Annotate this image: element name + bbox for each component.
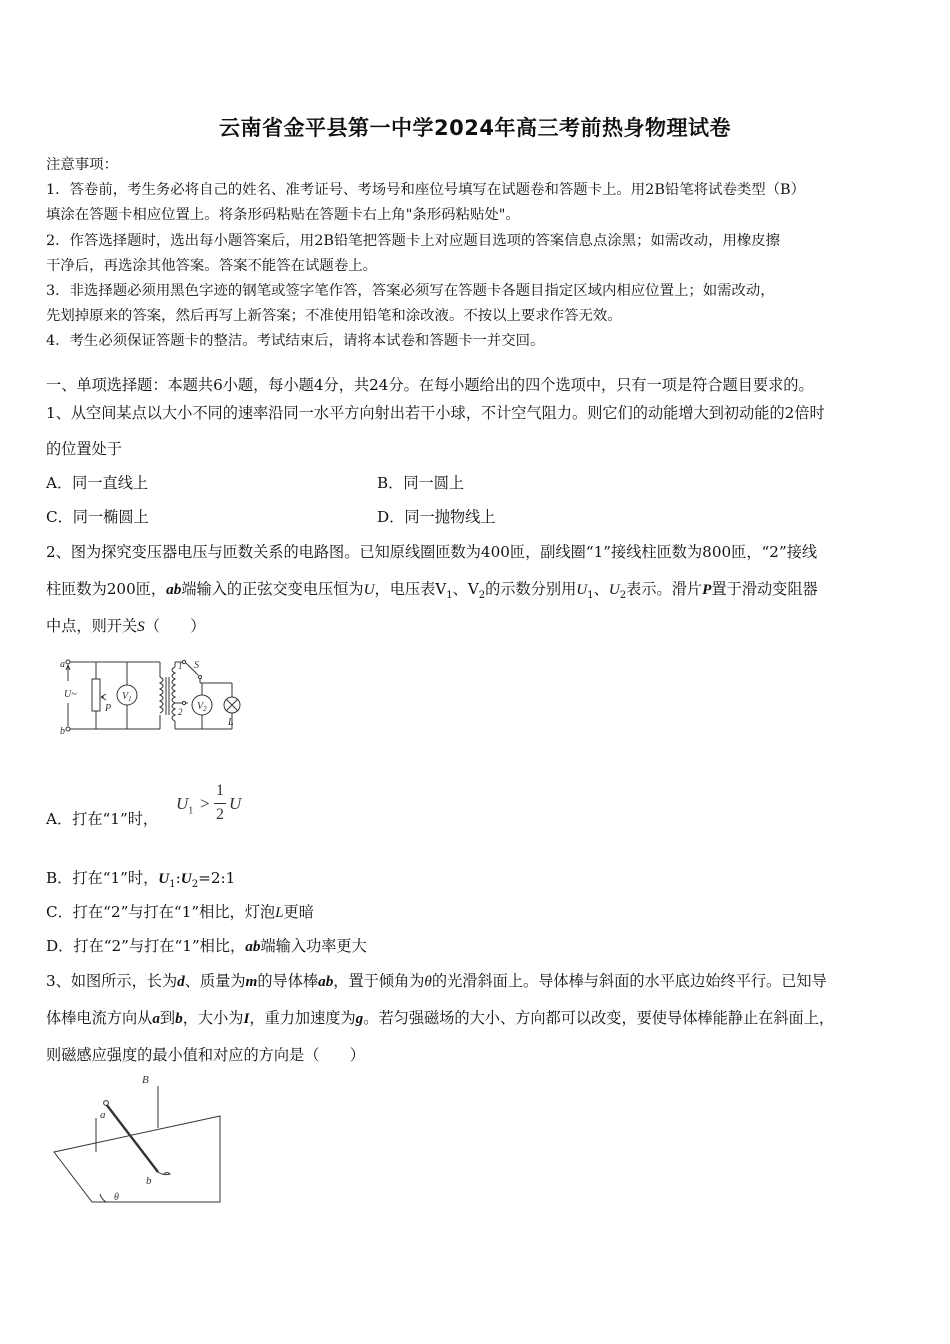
q2-option-b[interactable]: B．打在“1”时，$U_1:U_2=2:1$ [46, 869, 236, 891]
q2-option-c[interactable]: C．打在“2”与打在“1”相比，灯泡L更暗 [46, 903, 314, 921]
fig-label-b-end: b [146, 1175, 152, 1187]
fig-label-s: S [194, 660, 199, 671]
fig-label-p: P [105, 703, 112, 714]
fig-label-b: b [60, 726, 65, 737]
q1-option-c[interactable]: C．同一椭圆上 [46, 508, 149, 526]
fig-label-b-field: B [142, 1074, 149, 1086]
fig-label-theta: θ [114, 1192, 119, 1203]
q1-stem-line1: 1、从空间某点以大小不同的速率沿同一水平方向射出若干小球，不计空气阻力。则它们的动能增大到初动能的2倍时 [46, 404, 825, 422]
incline-figure [48, 1068, 228, 1208]
notes-line: 干净后，再选涂其他答案。答案不能答在试题卷上。 [46, 257, 377, 274]
notes-line: 先划掉原来的答案，然后再写上新答案；不准使用铅笔和涂改液。不按以上要求作答无效。 [46, 308, 622, 325]
q1-option-d[interactable]: D．同一抛物线上 [377, 508, 496, 526]
section-heading: 一、单项选择题：本题共6小题，每小题4分，共24分。在每小题给出的四个选项中，只有一项是符合题目要求的。 [46, 376, 814, 394]
fig-label-v1: $V_1$ [122, 691, 132, 703]
q3-stem-line1: 3、如图所示，长为d、质量为m的导体棒ab，置于倾角为θ的光滑斜面上。导体棒与斜面的水平底边始终平行。已知导 [46, 972, 827, 990]
transformer-circuit-figure [60, 653, 250, 743]
fig-label-l: L [228, 717, 234, 728]
q2-option-a-den: 2 [216, 806, 224, 823]
fig-label-2: 2 [178, 707, 183, 717]
q2-stem-line1: 2、图为探究变压器电压与匝数关系的电路图。已知原线圈匝数为400匝，副线圈“1”接线柱匝数为800匝，“2”接线 [46, 543, 818, 561]
q2-option-a-lhs: $U_1$ [176, 794, 194, 817]
q1-option-b[interactable]: B．同一圆上 [377, 474, 465, 492]
q3-stem-line3: 则磁感应强度的最小值和对应的方向是（ ） [46, 1046, 365, 1064]
notes-line: 3．非选择题必须用黑色字迹的钢笔或签字笔作答，答案必须写在答题卡各题目指定区域内相应位置上；如需改动， [46, 283, 775, 300]
notes-line: 填涂在答题卡相应位置上。将条形码粘贴在答题卡右上角"条形码粘贴处"。 [46, 207, 520, 224]
fig-label-a: a [60, 659, 65, 670]
q2-option-a-rhs: U [229, 794, 242, 813]
q1-stem-line2: 的位置处于 [46, 440, 122, 458]
fraction-bar [214, 803, 226, 804]
fig-label-u: U~ [64, 689, 77, 700]
notes-line: 2．作答选择题时，选出每小题答案后，用2B铅笔把答题卡上对应题目选项的答案信息点涂黑；如需改动，用橡皮擦 [46, 232, 781, 249]
q2-option-a-num: 1 [216, 782, 224, 799]
fig-label-a-end: a [100, 1109, 106, 1121]
notes-line: 4．考生必须保证答题卡的整洁。考试结束后，请将本试卷和答题卡一并交回。 [46, 333, 545, 350]
q1-option-a[interactable]: A．同一直线上 [46, 474, 149, 492]
fig-label-v2: $V_2$ [197, 701, 207, 713]
q2-option-a[interactable]: A．打在“1”时， [46, 810, 159, 828]
notes-block [46, 153, 910, 355]
page-title: 云南省金平县第一中学2024年高三考前热身物理试卷 [219, 116, 731, 140]
notes-line: 1．答卷前，考生务必将自己的姓名、准考证号、考场号和座位号填写在试题卷和答题卡上。用2B铅笔将试卷类型（B） [46, 182, 805, 199]
q2-stem-line3: 中点，则开关S（ ） [46, 617, 206, 635]
notes-heading: 注意事项： [46, 157, 118, 173]
q3-stem-line2: 体棒电流方向从a到b，大小为I，重力加速度为g。若匀强磁场的大小、方向都可以改变，要使导体棒能静止在斜面上， [46, 1009, 835, 1027]
q2-stem-line2: 柱匝数为200匝，ab端输入的正弦交变电压恒为U，电压表$V_1$、$V_2$的示数分别用$U_1$、$U_2$表示。滑片P置于滑动变阻器 [46, 580, 818, 602]
q2-option-a-op: > [200, 794, 210, 813]
fig-label-1: 1 [178, 661, 183, 671]
q2-option-d[interactable]: D．打在“2”与打在“1”相比，ab端输入功率更大 [46, 937, 367, 955]
